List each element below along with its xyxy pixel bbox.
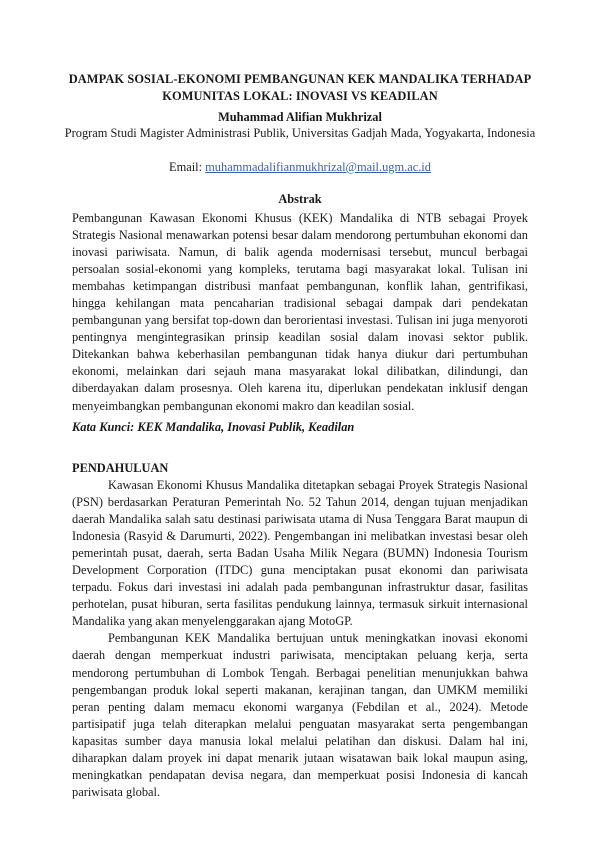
author-name: Muhammad Alifian Mukhrizal	[218, 110, 382, 124]
email-link[interactable]: muhammadalifianmukhrizal@mail.ugm.ac.id	[205, 160, 431, 174]
introduction-paragraph: Pembangunan KEK Mandalika bertujuan untuk meningkatkan inovasi ekonomi daerah dengan memperkuat industri pariwisata, menciptakan peluang kerja, serta mendorong pertumbuhan di Lombok Tengah. Berbagai penelitian menunjukkan bahwa pengembangan produk lokal seperti makanan, kerajinan tangan, dan UMKM memiliki peran penting dalam memacu ekonomi warganya (Febdilan et al., 2024). Metode partisipatif juga telah diterapkan melalui penguatan masyarakat serta pengembangan kapasitas sumber daya manusia lokal melalui pelatihan dan diskusi. Dalam hal ini, diharapkan dalam proyek ini dapat menarik jutaan wisatawan baik lokal maupun asing, meningkatkan pendapatan devisa negara, dan memperkuat posisi Indonesia di kancah pariwisata global.	[72, 631, 528, 799]
introduction-body	[72, 477, 528, 801]
section-heading-introduction: PENDAHULUAN	[72, 461, 169, 475]
keywords: Kata Kunci: KEK Mandalika, Inovasi Publik, Keadilan	[72, 420, 355, 434]
author-email-line	[60, 159, 540, 176]
email-label: Email:	[169, 160, 206, 174]
abstract-text: Pembangunan Kawasan Ekonomi Khusus (KEK) Mandalika di NTB sebagai Proyek Strategis Nasional menawarkan potensi besar dalam mendorong pertumbuhan ekonomi dan inovasi pariwisata. Namun, di balik agenda modernisasi tersebut, muncul berbagai persoalan sosial-ekonomi yang kompleks, terutama bagi masyarakat lokal. Tulisan ini membahas ketimpangan distribusi manfaat pembangunan, konflik lahan, gentrifikasi, hingga kehilangan mata pencaharian tradisional sebagai dampak dari pendekatan pembangunan yang bersifat top-down dan berorientasi investasi. Tulisan ini juga menyoroti pentingnya mengintegrasikan prinsip keadilan sosial dalam inovasi sektor publik. Ditekankan bahwa keberhasilan pembangunan tidak hanya diukur dari pertumbuhan ekonomi, melainkan dari sejauh mana masyarakat lokal dilibatkan, dilindungi, dan diberdayakan dalam prosesnya. Oleh karena itu, diperlukan pendekatan inklusif dengan menyeimbangkan pembangunan ekonomi makro dan keadilan sosial.	[72, 211, 528, 413]
introduction-paragraph: Kawasan Ekonomi Khusus Mandalika ditetapkan sebagai Proyek Strategis Nasional (PSN) berdasarkan Peraturan Pemerintah No. 52 Tahun 2014, dengan tujuan menjadikan daerah Mandalika salah satu destinasi pariwisata utama di Nusa Tenggara Barat maupun di Indonesia (Rasyid & Darumurti, 2022). Pengembangan ini melibatkan investasi besar oleh pemerintah pusat, daerah, serta Badan Usaha Milik Negara (BUMN) Indonesia Tourism Development Corporation (ITDC) guna menciptakan pusat ekonomi dan pariwisata terpadu. Fokus dari investasi ini adalah pada pembangunan infrastruktur dasar, fasilitas perhotelan, pusat hiburan, serta fasilitas pendukung lainnya, termasuk sirkuit internasional Mandalika yang akan menyelenggarakan ajang MotoGP.	[72, 478, 528, 629]
paper-title: DAMPAK SOSIAL-EKONOMI PEMBANGUNAN KEK MANDALIKA TERHADAP KOMUNITAS LOKAL: INOVASI VS KEADILAN	[68, 72, 532, 103]
author-affiliation: Program Studi Magister Administrasi Publik, Universitas Gadjah Mada, Yogyakarta, Indonesia	[64, 126, 536, 140]
abstract-heading: Abstrak	[278, 192, 322, 206]
